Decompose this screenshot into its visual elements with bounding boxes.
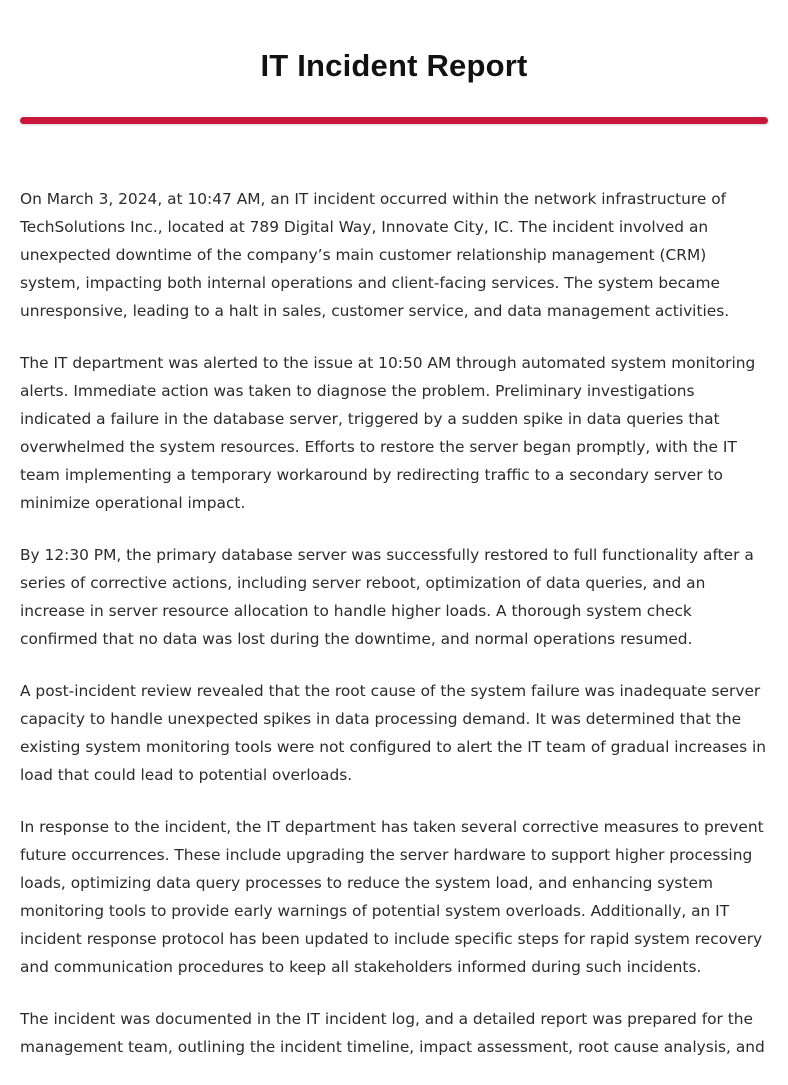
paragraph-incident-summary: On March 3, 2024, at 10:47 AM, an IT incident occurred within the network infrastructure of TechSolutions Inc., located at 789 Digital Way, Innovate City, IC. The incident involved an unexpected downtime of the company’s main customer relationship management (CRM) system, impacting both internal operations and client-facing services. The system became unresponsive, leading to a halt in sales, customer service, and data management activities. — [20, 190, 730, 320]
report-page — [20, 0, 768, 1056]
report-body — [20, 185, 768, 1085]
page-title: IT Incident Report — [260, 48, 528, 83]
paragraph-restoration: By 12:30 PM, the primary database server was successfully restored to full functionality after a series of corrective actions, including server reboot, optimization of data queries, and an increase in server resource allocation to handle higher loads. A thorough system check confirmed that no data was lost during the downtime, and normal operations resumed. — [20, 546, 754, 648]
title-divider — [20, 117, 768, 124]
paragraph-documentation: The incident was documented in the IT incident log, and a detailed report was prepared for the management team, outlining the incident timeline, impact assessment, root cause analysis, and — [20, 1010, 765, 1056]
paragraph-root-cause: A post-incident review revealed that the root cause of the system failure was inadequate server capacity to handle unexpected spikes in data processing demand. It was determined that the existing system monitoring tools were not configured to alert the IT team of gradual increases in load that could lead to potential overloads. — [20, 682, 767, 784]
paragraph-alert-response: The IT department was alerted to the issue at 10:50 AM through automated system monitoring alerts. Immediate action was taken to diagnose the problem. Preliminary investigations indicated a failure in the database server, triggered by a sudden spike in data queries that overwhelmed the system resources. Efforts to restore the server began promptly, with the IT team implementing a temporary workaround by redirecting traffic to a secondary server to minimize operational impact. — [20, 354, 756, 512]
paragraph-corrective-measures: In response to the incident, the IT department has taken several corrective measures to prevent future occurrences. These include upgrading the server hardware to support higher processing loads, optimizing data query processes to reduce the system load, and enhancing system monitoring tools to provide early warnings of potential system overloads. Additionally, an IT incident response protocol has been updated to include specific steps for rapid system recovery and communication procedures to keep all stakeholders informed during such incidents. — [20, 818, 764, 976]
